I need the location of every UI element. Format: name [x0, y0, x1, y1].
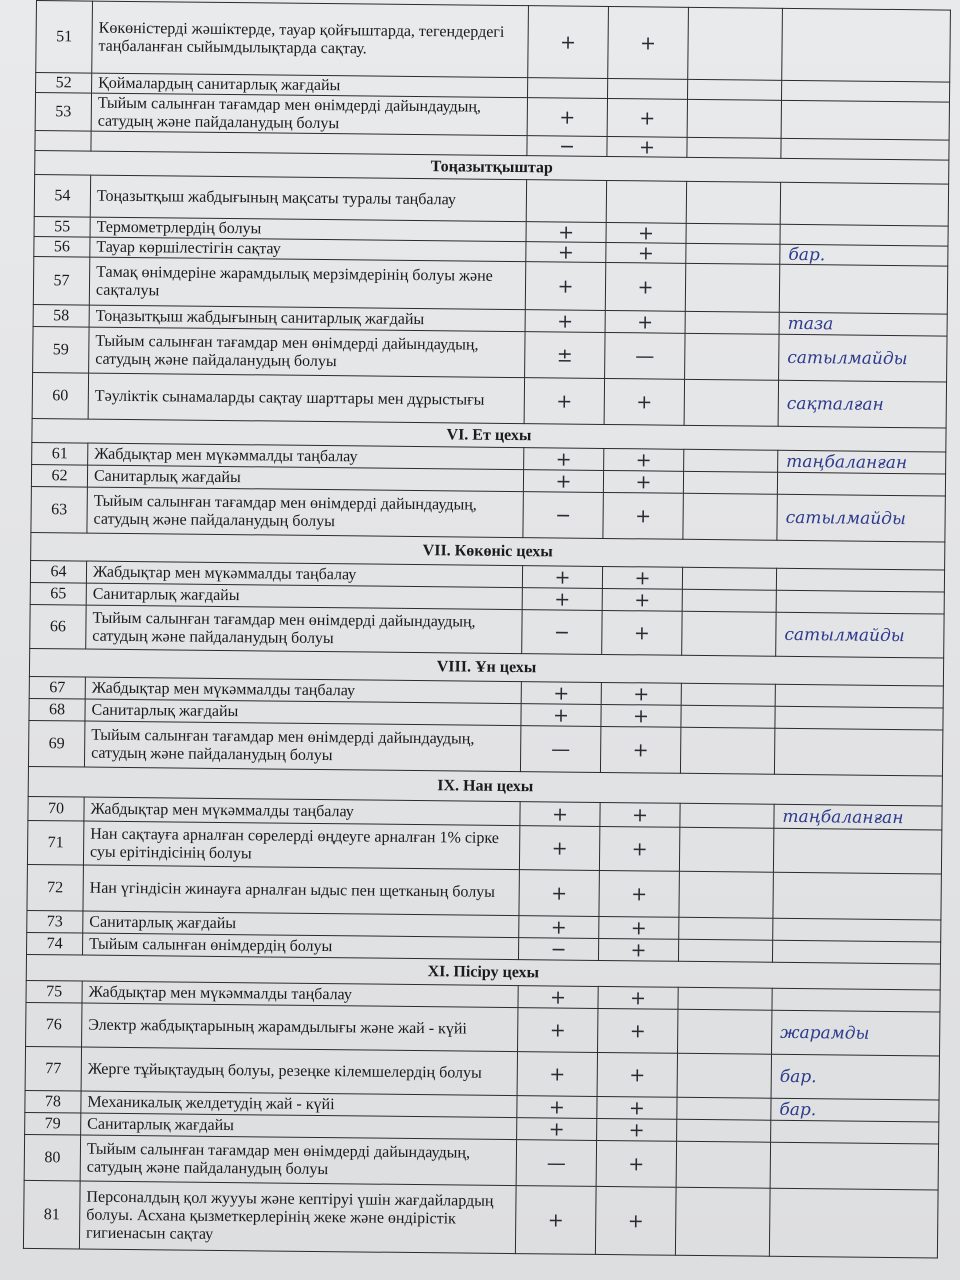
handwritten-note — [769, 1188, 938, 1258]
mark-column-2: + — [598, 938, 678, 961]
empty-column — [676, 1141, 770, 1188]
row-description: Санитарлық жағдайы — [85, 699, 521, 726]
empty-column — [687, 137, 781, 158]
mark-column-1: + — [521, 682, 601, 705]
mark-column-1: + — [515, 1186, 596, 1255]
mark-column-2: + — [606, 242, 686, 263]
mark-column-1: + — [517, 1052, 597, 1097]
handwritten-note — [780, 182, 948, 226]
table-row — [36, 1, 951, 83]
section-title: Тоңазытқыштар — [35, 150, 949, 184]
empty-column — [678, 939, 772, 962]
handwritten-note — [772, 940, 940, 964]
row-number: 66 — [30, 604, 86, 649]
empty-column — [675, 1187, 770, 1256]
mark-column-1: ± — [525, 332, 605, 379]
handwritten-note: таза — [779, 312, 947, 336]
mark-column-1: + — [519, 916, 599, 939]
table-row — [23, 1180, 938, 1258]
row-number: 61 — [32, 442, 88, 465]
row-number — [35, 130, 91, 151]
row-description: Жабдықтар мен мүкәммалды таңбалау — [85, 677, 521, 704]
row-number: 71 — [27, 820, 83, 865]
handwritten-note: бар. — [780, 244, 948, 266]
mark-column-2: + — [597, 1118, 677, 1141]
empty-column — [679, 827, 773, 872]
row-description: Тауар көршілестігін сақтау — [90, 237, 526, 262]
row-number: 52 — [36, 73, 92, 94]
row-description: Тыйым салынған тағамдар мен өнімдерді дайындаудың, сатудың және пайдаланудың болуы — [87, 487, 523, 538]
section-title: VII. Көкөніс цехы — [31, 532, 945, 570]
mark-column-1: − — [518, 938, 598, 961]
mark-column-2: — — [605, 332, 685, 379]
mark-column-2: + — [600, 802, 680, 827]
mark-column-1: + — [517, 1118, 597, 1141]
mark-column-1 — [528, 78, 608, 99]
empty-column — [686, 181, 780, 224]
row-number: 70 — [28, 796, 84, 821]
mark-column-1: + — [523, 470, 603, 493]
row-description: Тәуліктік сынамаларды сақтау шарттары мен дұрыстығы — [88, 373, 524, 424]
row-description: Тоңазытқыш жабдығының санитарлық жағдайы — [89, 305, 525, 332]
mark-column-2: + — [603, 470, 683, 493]
row-description: Санитарлық жағдайы — [87, 465, 523, 492]
checklist-table-wrapper — [23, 0, 950, 1272]
mark-column-1: + — [519, 826, 599, 871]
mark-column-2: + — [599, 826, 679, 871]
row-description: Көкөністерді жәшіктерде, тауар қойғыштарда, тегендердегі таңбаланған сыйымдылықтарда сақтау. — [92, 1, 529, 78]
empty-column — [685, 263, 779, 312]
row-description: Тоңазытқыш жабдығының мақсаты туралы таңбалау — [90, 175, 526, 222]
row-description: Тыйым салынған тағамдар мен өнімдерді дайындаудың, сатудың және пайдаланудың болуы — [91, 93, 527, 136]
mark-column-1: + — [528, 6, 609, 79]
section-title: XI. Пісіру цехы — [26, 954, 940, 990]
row-description: Тыйым салынған өнімдердің болуы — [83, 933, 519, 960]
mark-column-1: − — [522, 610, 602, 655]
row-number: 51 — [36, 1, 93, 74]
mark-column-1: + — [522, 588, 602, 611]
section-title: VIII. Ұн цехы — [29, 648, 943, 686]
empty-column — [679, 871, 773, 918]
mark-column-2: + — [600, 726, 680, 773]
empty-column — [680, 803, 774, 828]
row-description: Механикалық желдетудің жай - күйі — [81, 1091, 517, 1118]
mark-column-1: + — [518, 1008, 598, 1053]
empty-column — [678, 987, 772, 1010]
mark-column-2: + — [597, 1096, 677, 1119]
mark-column-2: + — [606, 222, 686, 243]
empty-column — [683, 493, 777, 540]
row-number: 55 — [34, 216, 90, 237]
row-description: Термометрлердің болуы — [90, 217, 526, 242]
row-number: 59 — [33, 326, 89, 373]
mark-column-1: — — [516, 1140, 596, 1187]
mark-column-2 — [606, 180, 686, 223]
mark-column-1: + — [519, 870, 599, 917]
mark-column-1: + — [526, 222, 606, 243]
inspection-checklist-table — [23, 0, 951, 1259]
empty-column — [685, 311, 779, 334]
mark-column-2: + — [607, 136, 687, 157]
row-number: 75 — [26, 980, 82, 1003]
row-description: Жабдықтар мен мүкәммалды таңбалау — [82, 981, 518, 1008]
mark-column-1 — [526, 180, 606, 223]
mark-column-2: + — [602, 610, 682, 655]
handwritten-note — [777, 472, 945, 496]
empty-column — [684, 449, 778, 472]
row-description: Жабдықтар мен мүкәммалды таңбалау — [86, 561, 522, 588]
row-description: Нан үгіндісін жинауға арналған ыдыс пен щетканың болуы — [83, 865, 519, 916]
mark-column-2: + — [607, 98, 687, 137]
empty-column — [687, 79, 781, 100]
row-description: Тамақ өнімдеріне жарамдылық мерзімдерінің болуы және сақталуы — [89, 257, 525, 310]
mark-column-2: + — [603, 492, 683, 539]
empty-column — [688, 7, 783, 80]
handwritten-note — [775, 684, 943, 708]
empty-column — [682, 567, 776, 590]
row-description: Персоналдың қол жуууы және кептіруі үшін жағдайлардың болуы. Асхана қызметкерлерінің жеке және өндірістік гигиенасын сақтау — [79, 1181, 516, 1254]
row-number: 56 — [34, 236, 90, 257]
empty-column — [686, 243, 780, 264]
row-description: Санитарлық жағдайы — [81, 1113, 517, 1140]
row-number: 78 — [25, 1090, 81, 1113]
row-number: 81 — [23, 1180, 80, 1249]
handwritten-note: таңбаланған — [774, 804, 942, 830]
mark-column-1: + — [522, 566, 602, 589]
row-description: Тыйым салынған тағамдар мен өнімдерді дайындаудың, сатудың және пайдаланудың болуы — [84, 721, 520, 772]
row-description: Жабдықтар мен мүкәммалды таңбалау — [88, 443, 524, 470]
row-number: 62 — [31, 464, 87, 487]
mark-column-2: + — [601, 682, 681, 705]
row-number: 76 — [26, 1002, 82, 1047]
handwritten-note — [781, 80, 949, 102]
handwritten-note — [773, 872, 941, 920]
handwritten-note — [781, 138, 949, 160]
handwritten-note: жарамды — [772, 1010, 940, 1056]
row-number: 53 — [35, 93, 91, 132]
row-number: 64 — [30, 560, 86, 583]
row-description: Электр жабдықтарының жарамдылығы және жай - күйі — [82, 1003, 518, 1052]
row-number: 69 — [28, 720, 84, 767]
mark-column-2: + — [604, 448, 684, 471]
row-number: 68 — [29, 698, 85, 721]
handwritten-note — [776, 568, 944, 592]
handwritten-note — [776, 590, 944, 614]
mark-column-1: − — [523, 492, 603, 539]
handwritten-note — [771, 1120, 939, 1144]
mark-column-1: + — [517, 1096, 597, 1119]
row-description: Жабдықтар мен мүкәммалды таңбалау — [84, 797, 520, 826]
handwritten-note — [775, 706, 943, 730]
mark-column-2 — [607, 78, 687, 99]
empty-column — [680, 727, 774, 774]
empty-column — [683, 471, 777, 494]
row-number: 74 — [27, 932, 83, 955]
handwritten-note — [770, 1142, 938, 1190]
empty-column — [679, 917, 773, 940]
handwritten-note — [774, 728, 942, 776]
mark-column-2: + — [605, 262, 685, 311]
row-number: 79 — [25, 1112, 81, 1135]
mark-column-2: + — [604, 378, 684, 425]
row-description: Тыйым салынған тағамдар мен өнімдерді дайындаудың, сатудың және пайдаланудың болуы — [89, 327, 525, 378]
section-title: IX. Нан цехы — [28, 766, 942, 806]
mark-column-2: + — [599, 916, 679, 939]
mark-column-2: + — [595, 1186, 676, 1255]
handwritten-note: сатылмайды — [777, 494, 945, 542]
row-number: 58 — [33, 304, 89, 327]
handwritten-note — [772, 988, 940, 1012]
mark-column-1: + — [521, 704, 601, 727]
mark-column-1: + — [525, 262, 605, 311]
mark-column-1: + — [524, 448, 604, 471]
row-number: 63 — [31, 486, 87, 533]
row-number: 72 — [27, 864, 83, 911]
mark-column-1: + — [518, 986, 598, 1009]
row-number: 77 — [25, 1046, 81, 1091]
mark-column-1: — — [520, 726, 600, 773]
mark-column-2: + — [598, 986, 678, 1009]
handwritten-note — [782, 8, 951, 82]
empty-column — [686, 223, 780, 244]
mark-column-2: + — [596, 1140, 676, 1187]
mark-column-2: + — [602, 566, 682, 589]
row-description: Тыйым салынған тағамдар мен өнімдерді дайындаудың, сатудың және пайдаланудың болуы — [80, 1135, 516, 1186]
handwritten-note — [773, 828, 941, 874]
row-description: Қоймалардың санитарлық жағдайы — [92, 73, 528, 98]
handwritten-note: сатылмайды — [776, 612, 944, 658]
row-description: Санитарлық жағдайы — [83, 911, 519, 938]
mark-column-2: + — [605, 310, 685, 333]
handwritten-note: сақталған — [778, 380, 946, 428]
row-description: Жерге тұйықтаудың болуы, резеңке кілемшелердің болуы — [81, 1047, 517, 1096]
empty-column — [681, 683, 775, 706]
row-number: 65 — [30, 582, 86, 605]
row-number: 80 — [24, 1134, 80, 1181]
empty-column — [684, 379, 778, 426]
empty-column — [677, 1119, 771, 1142]
empty-column — [678, 1009, 772, 1054]
row-number: 54 — [34, 174, 90, 217]
mark-column-2: + — [602, 588, 682, 611]
handwritten-note — [779, 264, 947, 314]
handwritten-note — [780, 224, 948, 246]
handwritten-note: бар. — [771, 1098, 939, 1122]
mark-column-2: + — [597, 1052, 677, 1097]
mark-column-2: + — [601, 704, 681, 727]
empty-column — [682, 611, 776, 656]
handwritten-note — [781, 100, 949, 140]
empty-column — [682, 589, 776, 612]
empty-column — [687, 99, 781, 138]
row-number: 67 — [29, 676, 85, 699]
mark-column-1: + — [520, 802, 600, 827]
row-number: 57 — [33, 256, 89, 305]
row-description: Санитарлық жағдайы — [86, 583, 522, 610]
handwritten-note — [773, 918, 941, 942]
handwritten-note: бар. — [771, 1054, 939, 1100]
mark-column-1: + — [524, 378, 604, 425]
row-description: Тыйым салынған тағамдар мен өнімдерді дайындаудың, сатудың және пайдаланудың болуы — [86, 605, 522, 654]
mark-column-1: − — [527, 136, 607, 157]
empty-column — [677, 1097, 771, 1120]
mark-column-1: + — [525, 310, 605, 333]
mark-column-2: + — [608, 6, 689, 79]
section-title: VI. Ет цехы — [32, 418, 946, 452]
mark-column-2: + — [599, 870, 679, 917]
mark-column-2: + — [598, 1008, 678, 1053]
handwritten-note: сатылмайды — [779, 334, 947, 382]
mark-column-1: + — [526, 242, 606, 263]
handwritten-note: таңбаланған — [778, 450, 946, 474]
empty-column — [677, 1053, 771, 1098]
mark-column-1: + — [527, 98, 607, 137]
empty-column — [685, 333, 779, 380]
row-number: 73 — [27, 910, 83, 933]
row-description: Нан сақтауға арналған сөрелерді өңдеуге арналған 1% сірке суы ерітіндісінің болуы — [83, 821, 519, 870]
empty-column — [681, 705, 775, 728]
row-number: 60 — [32, 372, 88, 419]
